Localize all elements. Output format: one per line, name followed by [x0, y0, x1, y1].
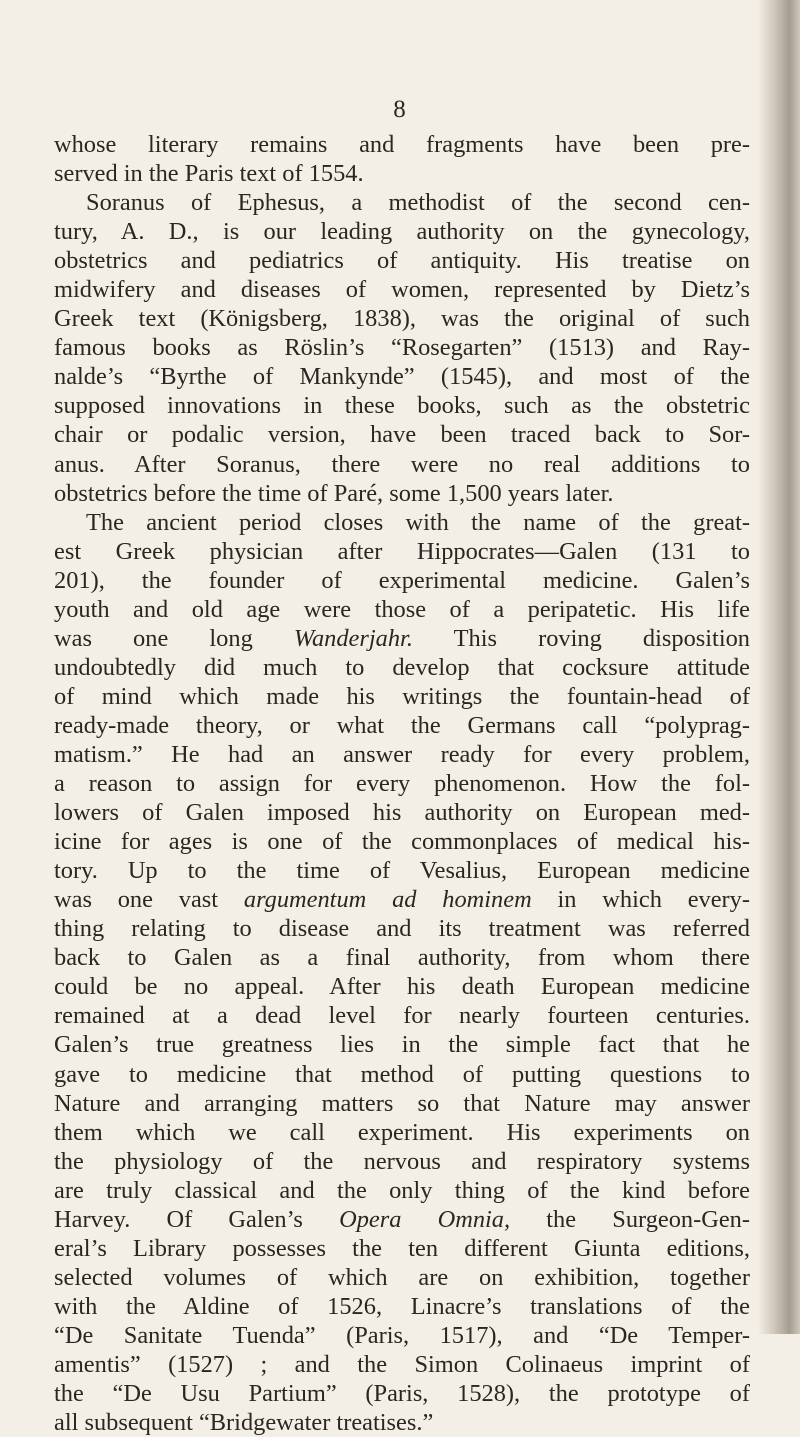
text-line — [54, 1060, 750, 1089]
text-line — [54, 943, 750, 972]
text-segment: midwifery and diseases of women, represented by Dietz’s — [54, 276, 750, 304]
text-segment: Greek text (Königsberg, 1838), was the original of such — [54, 305, 750, 333]
text-line — [54, 479, 750, 508]
text-segment: Nature and arranging matters so that Nature may answer — [54, 1089, 750, 1117]
text-line — [54, 972, 750, 1001]
text-segment: back to Galen as a final authority, from whom there — [54, 944, 750, 972]
text-segment: est Greek physician after Hippocrates—Galen (131 to — [54, 537, 750, 565]
text-segment: Soranus of Ephesus, a methodist of the second cen- — [86, 189, 750, 217]
text-segment: all subsequent “Bridgewater treatises.” — [54, 1409, 434, 1437]
text-segment: are truly classical and the only thing of the kind before — [54, 1176, 750, 1204]
text-segment: tury, A. D., is our leading authority on the gynecology, — [54, 218, 750, 246]
text-line — [54, 304, 750, 333]
text-line — [54, 1176, 750, 1205]
text-segment: the “De Usu Partium” (Paris, 1528), the prototype of — [54, 1380, 750, 1408]
text-line — [54, 537, 750, 566]
text-line — [54, 362, 750, 391]
text-segment: obstetrics and pediatrics of antiquity. His treatise on — [54, 247, 750, 275]
text-segment: gave to medicine that method of putting questions to — [54, 1060, 750, 1088]
page-number: 8 — [393, 96, 407, 123]
text-line — [54, 798, 750, 827]
text-segment: The ancient period closes with the name of the great- — [86, 508, 750, 536]
text-segment: matism.” He had an answer ready for every problem, — [54, 740, 750, 768]
text-line — [54, 914, 750, 943]
text-line — [54, 420, 750, 449]
text-line — [54, 1118, 750, 1147]
body-text — [54, 130, 750, 1437]
text-line — [54, 856, 750, 885]
text-segment: obstetrics before the time of Paré, some 1,500 years later. — [54, 479, 614, 507]
text-line — [54, 1321, 750, 1350]
text-segment: undoubtedly did much to develop that cocksure attitude — [54, 653, 750, 681]
text-segment: Harvey. Of Galen’s — [54, 1205, 340, 1233]
text-line — [54, 1030, 750, 1059]
text-line — [54, 624, 750, 653]
italic-phrase: Wanderjahr. — [293, 624, 413, 652]
text-segment: This roving disposition — [412, 624, 750, 652]
text-segment: 201), the founder of experimental medicine. Galen’s — [54, 566, 750, 594]
text-line — [54, 740, 750, 769]
text-line — [54, 595, 750, 624]
text-segment: of mind which made his writings the fountain-head of — [54, 682, 750, 710]
text-line — [54, 566, 750, 595]
italic-phrase: Opera Omnia, — [339, 1205, 511, 1233]
text-line — [54, 1147, 750, 1176]
page-edge-shadow — [758, 0, 800, 1334]
text-line — [54, 217, 750, 246]
text-segment: amentis” (1527) ; and the Simon Colinaeus imprint of — [54, 1350, 750, 1378]
text-segment: in which every- — [531, 886, 750, 914]
text-line — [54, 130, 750, 159]
text-segment: supposed innovations in these books, such as the obstetric — [54, 392, 750, 420]
text-segment: a reason to assign for every phenomenon. How the fol- — [54, 770, 750, 798]
text-line — [54, 1089, 750, 1118]
text-line — [54, 1408, 750, 1437]
text-line — [54, 1001, 750, 1030]
text-segment: was one vast — [54, 886, 244, 914]
text-line — [54, 1292, 750, 1321]
text-segment: youth and old age were those of a peripatetic. His life — [54, 595, 750, 623]
text-line — [54, 1234, 750, 1263]
text-line — [54, 1263, 750, 1292]
text-segment: remained at a dead level for nearly fourteen centuries. — [54, 1002, 750, 1030]
text-line — [54, 159, 750, 188]
text-segment: anus. After Soranus, there were no real additions to — [54, 450, 750, 478]
text-segment: served in the Paris text of 1554. — [54, 160, 364, 188]
text-segment: Galen’s true greatness lies in the simple fact that he — [54, 1031, 750, 1059]
text-line — [54, 827, 750, 856]
text-segment: tory. Up to the time of Vesalius, European medicine — [54, 857, 750, 885]
text-line — [54, 1350, 750, 1379]
text-line — [54, 333, 750, 362]
text-segment: chair or podalic version, have been traced back to Sor- — [54, 421, 750, 449]
text-segment: thing relating to disease and its treatment was referred — [54, 915, 750, 943]
text-segment: with the Aldine of 1526, Linacre’s translations of the — [54, 1292, 750, 1320]
text-segment: eral’s Library possesses the ten different Giunta editions, — [54, 1234, 750, 1262]
text-segment: the Surgeon-Gen- — [510, 1205, 750, 1233]
text-line — [54, 508, 750, 537]
text-line — [54, 391, 750, 420]
text-segment: was one long — [54, 624, 294, 652]
text-segment: lowers of Galen imposed his authority on European med- — [54, 799, 750, 827]
text-line — [54, 885, 750, 914]
text-line — [54, 450, 750, 479]
text-line — [54, 653, 750, 682]
text-segment: could be no appeal. After his death European medicine — [54, 973, 750, 1001]
text-segment: whose literary remains and fragments have been pre- — [54, 131, 750, 158]
text-segment: selected volumes of which are on exhibition, together — [54, 1263, 750, 1291]
text-segment: them which we call experiment. His experiments on — [54, 1118, 750, 1146]
italic-phrase: argumentum ad hominem — [243, 886, 532, 914]
text-line — [54, 769, 750, 798]
text-segment: nalde’s “Byrthe of Mankynde” (1545), and most of the — [54, 363, 750, 391]
text-line — [54, 246, 750, 275]
text-segment: “De Sanitate Tuenda” (Paris, 1517), and “De Temper- — [54, 1321, 750, 1349]
text-line — [54, 275, 750, 304]
text-line — [54, 188, 750, 217]
text-line — [54, 682, 750, 711]
text-line — [54, 1379, 750, 1408]
text-line — [54, 711, 750, 740]
text-segment: famous books as Röslin’s “Rosegarten” (1513) and Ray- — [54, 334, 750, 362]
text-line — [54, 1205, 750, 1234]
text-segment: the physiology of the nervous and respiratory systems — [54, 1147, 750, 1175]
text-segment: ready-made theory, or what the Germans call “polyprag- — [54, 711, 750, 739]
text-segment: icine for ages is one of the commonplaces of medical his- — [54, 828, 750, 856]
